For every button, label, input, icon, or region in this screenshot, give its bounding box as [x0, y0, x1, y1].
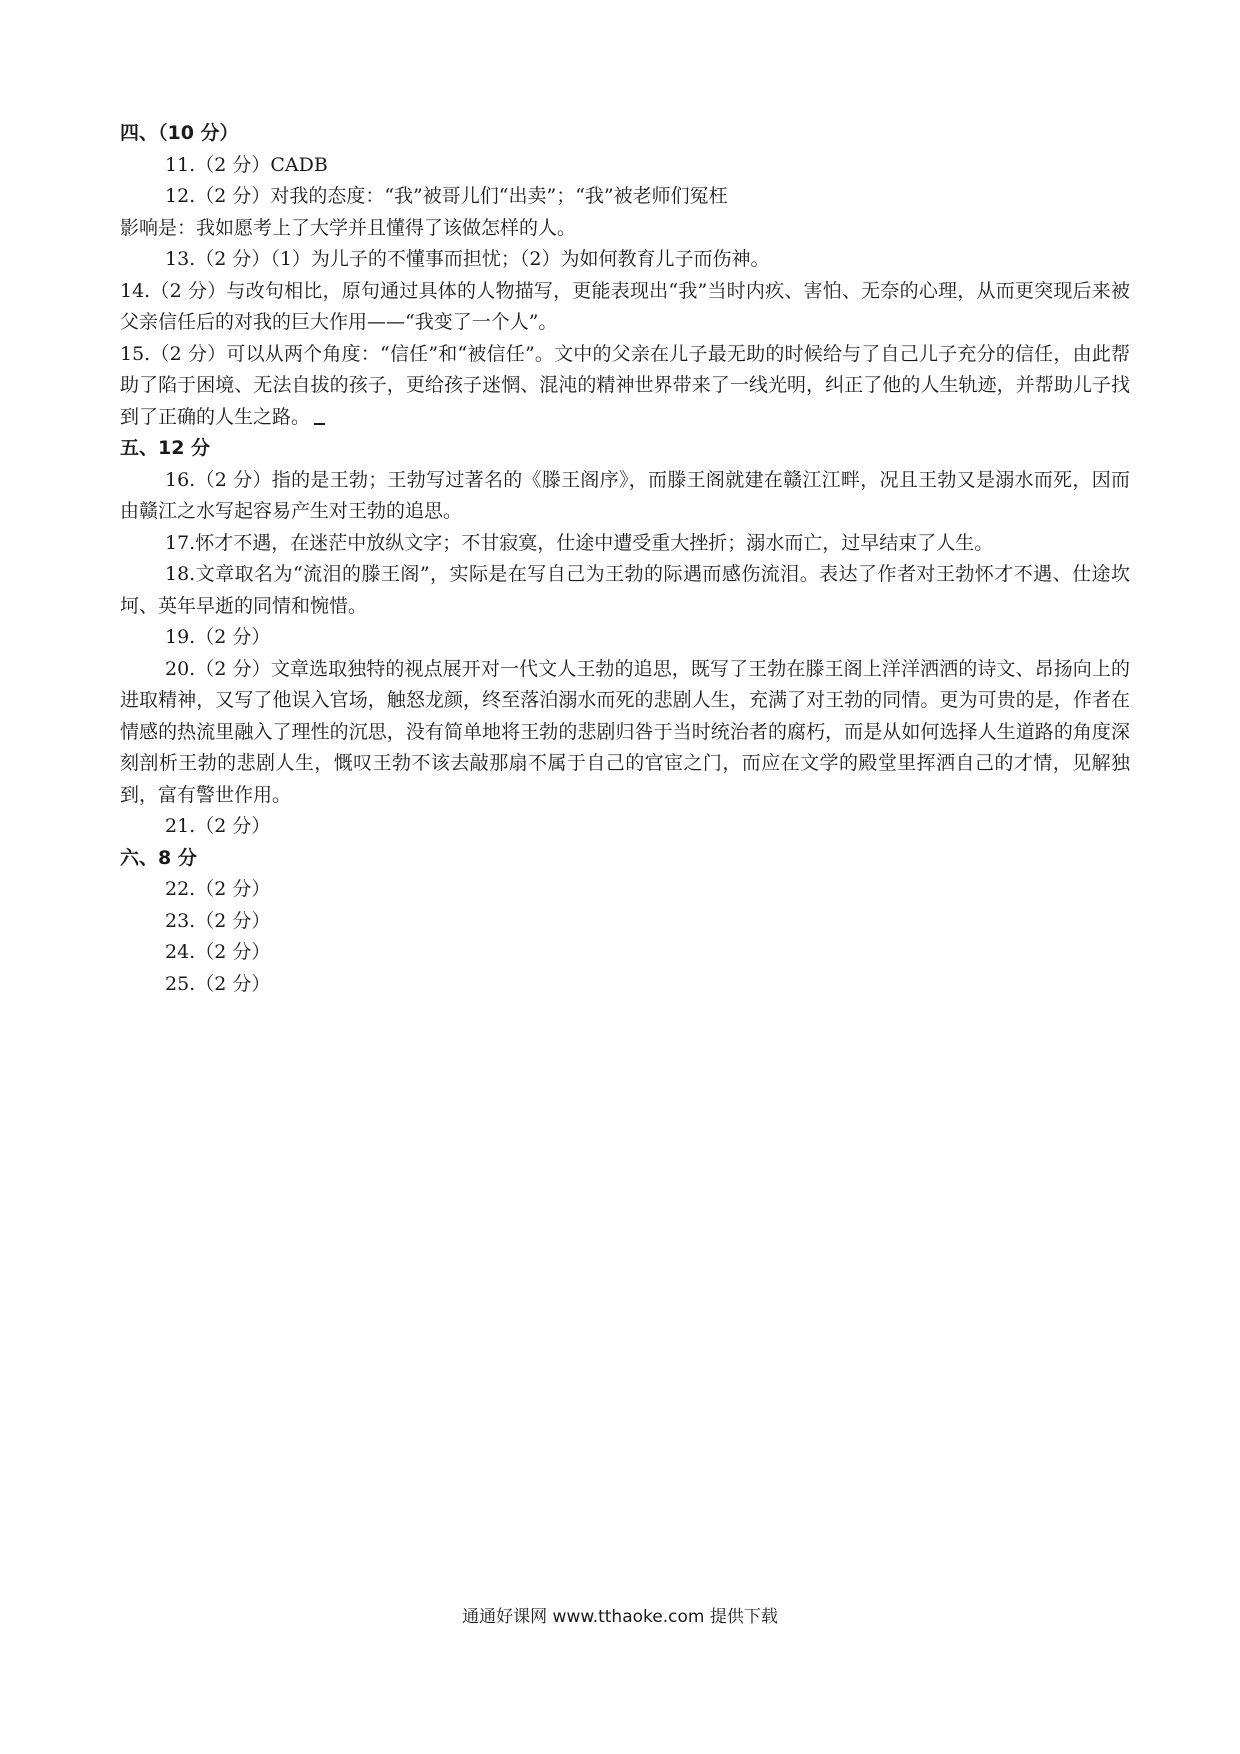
answer-12-part-a: 12.（2 分）对我的态度：“我”被哥儿们“出卖”；“我”被老师们冤枉 [165, 185, 728, 207]
section-4-heading: 四、（10 分） [120, 122, 239, 144]
answer-17: 17.怀才不遇，在迷茫中放纵文字；不甘寂寞，仕途中遭受重大挫折；溺水而亡，过早结束了人生。 [165, 531, 994, 554]
answer-21: 21.（2 分） [165, 815, 271, 837]
answer-18: 18.文章取名为“流泪的滕王阁”，实际是在写自己为王勃的际遇而感伤流泪。表达了作者对王勃怀才不遇、仕途坎坷、英年早逝的同情和惋惜。 [120, 563, 1130, 617]
answer-20: 20.（2 分）文章选取独特的视点展开对一代文人王勃的追思，既写了王勃在滕王阁上洋洋洒洒的诗文、昂扬向上的进取精神，又写了他误入官场，触怒龙颜，终至落泊溺水而死的悲剧人生，充满了对王勃的同情。更为可贵的是，作者在情感的热流里融入了理性的沉思，没有简单地将王勃的悲剧归咎于当时统治者的腐朽，而是从如何选择人生道路的角度深刻剖析王勃的悲剧人生，慨叹王勃不该去敲那扇不属于自己的官宦之门，而应在文学的殿堂里挥洒自己的才情，见解独到，富有警世作用。 [120, 657, 1130, 806]
section-5-heading: 五、12 分 [120, 437, 211, 459]
answer-14: 14.（2 分）与改句相比，原句通过具体的人物描写，更能表现出“我”当时内疚、害怕、无奈的心理，从而更突现后来被父亲信任后的对我的巨大作用——“我变了一个人”。 [120, 279, 1130, 333]
answer-16: 16.（2 分）指的是王勃；王勃写过著名的《滕王阁序》，而滕王阁就建在赣江江畔，况且王勃又是溺水而死，因而由赣江之水写起容易产生对王勃的追思。 [120, 468, 1130, 522]
section-6-heading: 六、8 分 [120, 846, 197, 869]
answer-19: 19.（2 分） [165, 626, 271, 648]
answer-22: 22.（2 分） [165, 878, 271, 900]
answer-13: 13.（2 分）（1）为儿子的不懂事而担忧；（2）为如何教育儿子而伤神。 [165, 248, 770, 270]
answer-15-text: 15.（2 分）可以从两个角度：“信任”和“被信任”。文中的父亲在儿子最无助的时候给与了自己儿子充分的信任，由此帮助了陷于困境、无法自拔的孩子，更给孩子迷惘、混沌的精神世界带来了一线光明，纠正了他的人生轨迹，并帮助儿子找到了正确的人生之路。 [120, 342, 1130, 428]
answer-24: 24.（2 分） [165, 941, 271, 963]
text-cursor-mark [314, 423, 325, 425]
answer-25: 25.（2 分） [165, 972, 271, 995]
answer-12-part-b: 影响是：我如愿考上了大学并且懂得了该做怎样的人。 [120, 216, 577, 239]
answer-15 [120, 339, 1130, 434]
answer-sheet [120, 118, 1130, 1000]
answer-11: 11.（2 分）CADB [165, 153, 328, 176]
answer-23: 23.（2 分） [165, 909, 271, 932]
footer-source: 通通好课网 www.tthaoke.com 提供下载 [462, 1607, 778, 1627]
